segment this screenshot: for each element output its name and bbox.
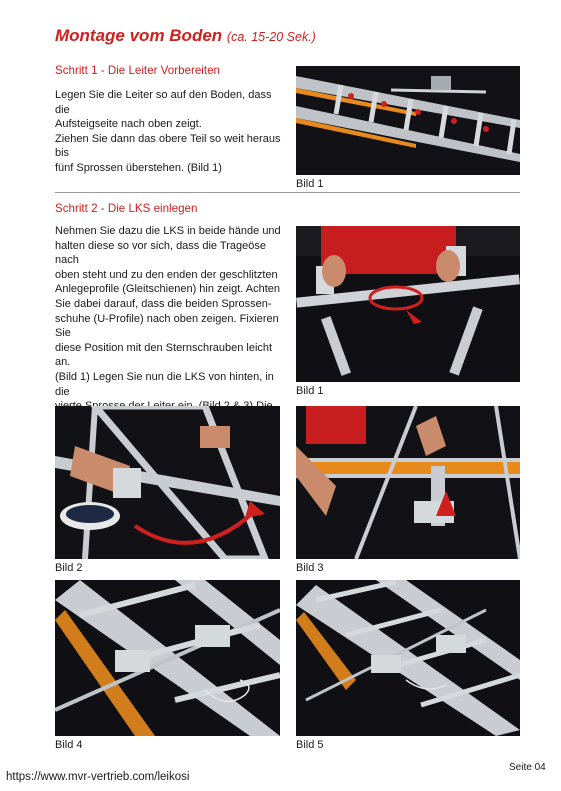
bild5-photo [296, 580, 520, 736]
lks-fitting-image [296, 406, 520, 559]
bild4-photo [55, 580, 280, 736]
step2-photo [296, 226, 520, 382]
lks-mounted-image [55, 580, 280, 736]
step1-text [55, 88, 283, 176]
step2-caption: Bild 1 [296, 385, 324, 397]
bild2-photo [55, 406, 280, 559]
footer-link[interactable]: https://www.mvr-vertrieb.com/leikosi [6, 771, 190, 783]
step1-line: fünf Sprossen überstehen. (Bild 1) [55, 161, 222, 174]
step2-line: oben steht und zu den enden der geschlitzten [55, 268, 278, 281]
step1-line: Legen Sie die Leiter so auf den Boden, dass die [55, 89, 272, 116]
ladder-floor-image [296, 66, 520, 175]
bild4-caption: Bild 4 [55, 739, 83, 751]
page-title [55, 26, 316, 46]
lks-overview-image [296, 580, 520, 736]
step2-line: Anlegeprofile (Gleitschienen) hin zeigt. Achten [55, 283, 281, 296]
step2-line: Nehmen Sie dazu die LKS in beide hände und [55, 225, 281, 237]
step1-photo [296, 66, 520, 175]
bild3-caption: Bild 3 [296, 562, 324, 574]
step2-line: schuhe (U-Profile) nach oben zeigen. Fixieren Sie [55, 312, 279, 340]
step1-line: Ziehen Sie dann das obere Teil so weit heraus bis [55, 132, 281, 160]
section-divider [55, 192, 520, 193]
step1-caption: Bild 1 [296, 178, 324, 190]
lks-insertion-image [55, 406, 280, 559]
step2-line: halten diese so vor sich, dass die Trageöse nach [55, 239, 266, 267]
bild2-caption: Bild 2 [55, 562, 83, 574]
page-number: Seite 04 [509, 762, 546, 773]
bild3-photo [296, 406, 520, 559]
step2-line: Sie dabei darauf, dass die beiden Sprossen- [55, 297, 272, 310]
title-main: Montage vom Boden [55, 26, 223, 45]
step2-heading: Schritt 2 - Die LKS einlegen [55, 202, 198, 215]
step2-line: (Bild 1) Legen Sie nun die LKS von hinten, in die [55, 370, 274, 398]
lks-held-image [296, 226, 520, 382]
bild5-caption: Bild 5 [296, 739, 324, 751]
step1-heading: Schritt 1 - Die Leiter Vorbereiten [55, 64, 220, 77]
title-duration: (ca. 15-20 Sek.) [226, 30, 316, 44]
step2-line: diese Position mit den Sternschrauben leicht an. [55, 341, 273, 369]
step1-line: Aufsteigseite nach oben zeigt. [55, 118, 202, 131]
